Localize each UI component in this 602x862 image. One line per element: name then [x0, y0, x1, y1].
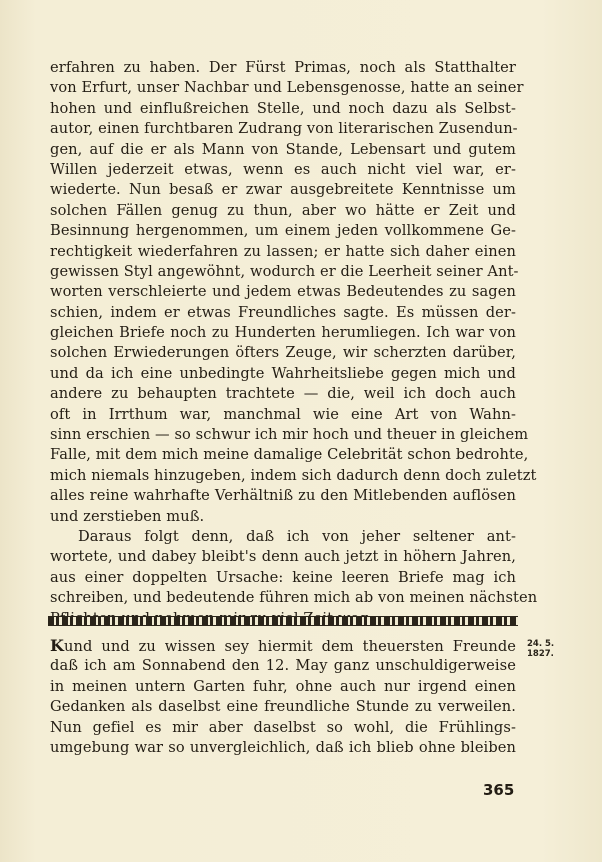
text-line: wortete, und dabey bleibt's denn auch jetzt in höhern Jahren, [50, 548, 516, 566]
text-line: Nun gefiel es mir aber daselbst so wohl, die Frühlings- [50, 718, 516, 736]
text-line-rest: und und zu wissen sey hiermit dem theuersten Freunde [64, 638, 516, 655]
text-line: mich niemals hinzugeben, indem sich dadurch denn doch zuletzt [50, 466, 537, 484]
text-line: gleichen Briefe noch zu Hunderten herumliegen. Ich war von [50, 324, 516, 342]
text-line: von Erfurt, unser Nachbar und Lebensgenosse, hatte an seiner [50, 79, 524, 97]
text-line: wiederte. Nun besaß er zwar ausgebreitete Kenntnisse um [50, 181, 516, 199]
text-line: daß ich am Sonnabend den 12. May ganz unschuldigerweise [50, 657, 516, 675]
text-line: in meinen untern Garten fuhr, ohne auch nur irgend einen [50, 677, 516, 695]
text-line: Besinnung hergenommen, um einem jeden vollkommene Ge- [50, 222, 516, 240]
text-line: hohen und einflußreichen Stelle, und noch dazu als Selbst- [50, 99, 516, 117]
paragraph-1 [50, 58, 538, 629]
text-line: oft in Irrthum war, manchmal wie eine Art von Wahn- [50, 405, 516, 423]
text-line: erfahren zu haben. Der Fürst Primas, noch als Statthalter [50, 59, 516, 76]
text-line: Daraus folgt denn, daß ich von jeher seltener ant- [78, 527, 516, 545]
text-line: sinn erschien — so schwur ich mir hoch und theuer in gleichem [50, 426, 529, 444]
text-line: worten verschleierte und jedem etwas Bedeutendes zu sagen [50, 283, 516, 301]
text-line [50, 636, 516, 656]
text-line: umgebung war so unvergleichlich, daß ich blieb ohne bleiben [50, 738, 516, 756]
text-line: schreiben, und bedeutende führen mich ab von meinen nächsten [50, 589, 538, 607]
text-line: aus einer doppelten Ursache: keine leeren Briefe mag ich [50, 568, 516, 586]
margin-date-line: 1827. [527, 649, 554, 659]
text-line: autor, einen furchtbaren Zudrang von literarischen Zusendun- [50, 120, 518, 138]
text-line: rechtigkeit wiederfahren zu lassen; er hatte sich daher einen [50, 242, 516, 260]
text-line: Falle, mit dem mich meine damalige Celebrität schon bedrohte, [50, 446, 529, 464]
text-line: schien, indem er etwas Freundliches sagte. Es müssen der- [50, 303, 516, 321]
text-line: Willen jederzeit etwas, wenn es auch nicht viel war, er- [50, 160, 516, 178]
text-line: und zerstieben muß. [50, 507, 205, 525]
text-line: andere zu behaupten trachtete — die, weil ich doch auch [50, 385, 516, 403]
initial-letter: K [50, 636, 65, 655]
text-line: und da ich eine unbedingte Wahrheitsliebe gegen mich und [50, 364, 516, 382]
ornamental-divider [48, 616, 518, 626]
text-line: solchen Erwiederungen öfters Zeuge, wir scherzten darüber, [50, 344, 516, 362]
text-line: alles reine wahrhafte Verhältniß zu den Mitlebenden auflösen [50, 487, 516, 505]
margin-date-note [527, 639, 554, 659]
margin-date-line: 24. 5. [527, 639, 555, 649]
text-line: gen, auf die er als Mann von Stande, Lebensart und gutem [50, 140, 516, 158]
text-line: Gedanken als daselbst eine freundliche Stunde zu verweilen. [50, 698, 516, 716]
page-number: 365 [483, 781, 515, 799]
paragraph-3 [50, 636, 516, 758]
text-line: gewissen Styl angewöhnt, wodurch er die Leerheit seiner Ant- [50, 262, 519, 280]
text-line: solchen Fällen genug zu thun, aber wo hätte er Zeit und [50, 201, 516, 219]
